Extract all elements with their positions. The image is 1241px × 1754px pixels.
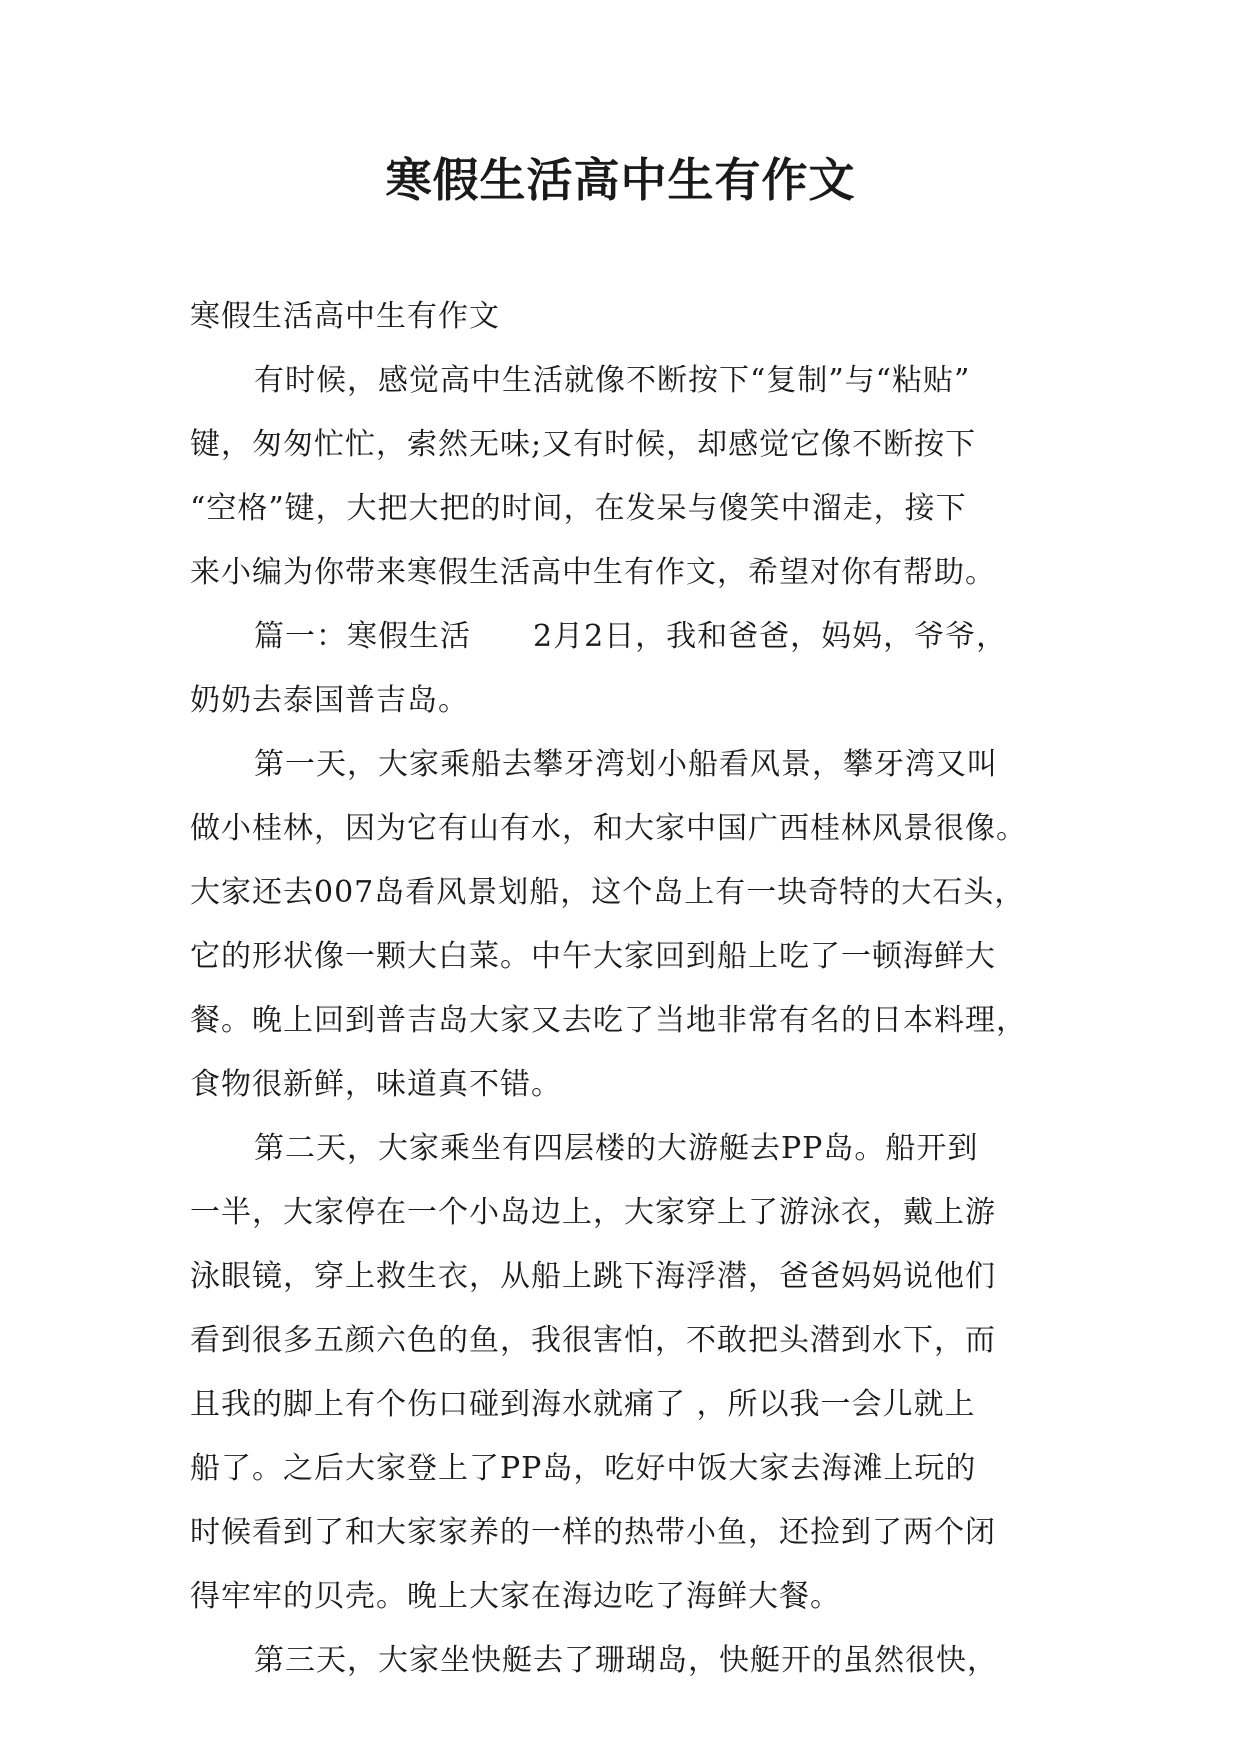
document-subtitle: 寒假生活高中生有作文 bbox=[190, 299, 500, 334]
text-line: 看到很多五颜六色的鱼，我很害怕，不敢把头潜到水下，而 bbox=[190, 1323, 996, 1358]
text-line: 篇一：寒假生活 2月2日，我和爸爸，妈妈，爷爷， bbox=[254, 619, 1008, 654]
document-title: 寒假生活高中生有作文 bbox=[385, 153, 856, 207]
text-line: 时候看到了和大家家养的一样的热带小鱼，还捡到了两个闭 bbox=[190, 1515, 996, 1550]
text-line: 得牢牢的贝壳。晚上大家在海边吃了海鲜大餐。 bbox=[190, 1579, 841, 1614]
text-line: 做小桂林，因为它有山有水，和大家中国广西桂林风景很像。 bbox=[190, 811, 1027, 846]
text-line: 来小编为你带来寒假生活高中生有作文，希望对你有帮助。 bbox=[190, 555, 996, 590]
text-line: 奶奶去泰国普吉岛。 bbox=[190, 683, 469, 718]
paragraph-lines bbox=[190, 349, 1060, 1693]
text-line: 大家还去007岛看风景划船，这个岛上有一块奇特的大石头， bbox=[190, 875, 1026, 910]
text-line: 泳眼镜，穿上救生衣，从船上跳下海浮潜，爸爸妈妈说他们 bbox=[190, 1259, 996, 1294]
text-line: 它的形状像一颗大白菜。中午大家回到船上吃了一顿海鲜大 bbox=[190, 939, 996, 974]
document-body bbox=[190, 285, 1060, 1693]
text-line: 第三天，大家坐快艇去了珊瑚岛，快艇开的虽然很快， bbox=[254, 1643, 998, 1678]
text-line: 有时候，感觉高中生活就像不断按下“复制”与“粘贴” bbox=[254, 363, 971, 398]
text-line: 餐。晚上回到普吉岛大家又去吃了当地非常有名的日本料理， bbox=[190, 1003, 1027, 1038]
text-line: 且我的脚上有个伤口碰到海水就痛了 ，所以我一会儿就上 bbox=[190, 1387, 976, 1422]
text-line: 键，匆匆忙忙，索然无味;又有时候，却感觉它像不断按下 bbox=[190, 427, 977, 462]
text-line: 第二天，大家乘坐有四层楼的大游艇去PP岛。船开到 bbox=[254, 1131, 979, 1166]
text-line: 第一天，大家乘船去攀牙湾划小船看风景，攀牙湾又叫 bbox=[254, 747, 998, 782]
text-line: 船了。之后大家登上了PP岛，吃好中饭大家去海滩上玩的 bbox=[190, 1451, 977, 1486]
text-line: 一半，大家停在一个小岛边上，大家穿上了游泳衣，戴上游 bbox=[190, 1195, 996, 1230]
text-line: 食物很新鲜，味道真不错。 bbox=[190, 1067, 562, 1102]
text-line: “空格”键，大把大把的时间，在发呆与傻笑中溜走，接下 bbox=[190, 491, 967, 526]
